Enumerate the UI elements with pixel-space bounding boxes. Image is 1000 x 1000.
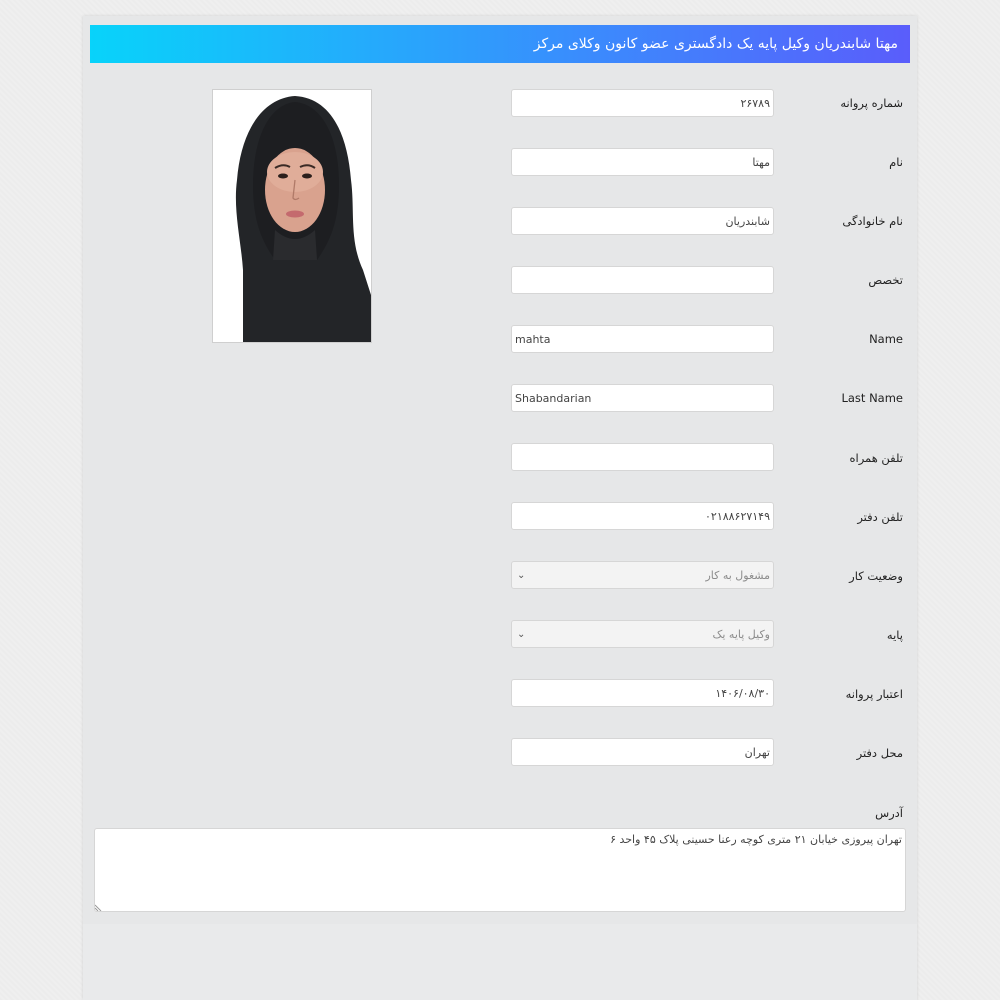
label-specialty: تخصص [868,273,903,287]
panel-footer-area [83,924,917,1000]
label-name-en: Name [869,332,903,346]
label-office-location: محل دفتر [856,746,903,760]
profile-photo-image [213,90,371,342]
label-address: آدرس [875,806,903,820]
mobile-input[interactable] [511,443,774,471]
profile-photo [212,89,372,343]
lawyer-profile-panel [83,16,917,1000]
label-work-status: وضعیت کار [849,569,903,583]
address-text: تهران پیروزی خیابان ۲۱ متری کوچه رعنا حسینی پلاک ۴۵ واحد ۶ [610,833,902,846]
office-location-input[interactable]: تهران [511,738,774,766]
license-number-input[interactable]: ۲۶۷۸۹ [511,89,774,117]
profile-title: مهتا شابندریان وکیل پایه یک دادگستری عضو کانون وکلای مرکز [533,36,898,52]
label-license-number: شماره پروانه [840,96,903,110]
name-en-input[interactable]: mahta [511,325,774,353]
chevron-down-icon: ⌄ [517,569,526,581]
label-last-name-fa: نام خانوادگی [842,214,903,228]
office-phone-input[interactable]: ۰۲۱۸۸۶۲۷۱۴۹ [511,502,774,530]
work-status-select[interactable] [511,561,774,589]
label-grade: پایه [886,628,903,642]
label-office-phone: تلفن دفتر [857,510,903,524]
last-name-fa-input[interactable]: شابندریان [511,207,774,235]
profile-header [90,25,910,63]
work-status-value: مشغول به کار [705,568,770,582]
grade-value: وکیل پایه یک [712,627,770,641]
address-textarea[interactable] [94,828,906,912]
grade-select[interactable] [511,620,774,648]
last-name-en-input[interactable]: Shabandarian [511,384,774,412]
first-name-fa-input[interactable]: مهتا [511,148,774,176]
label-last-name-en: Last Name [841,391,903,405]
chevron-down-icon: ⌄ [517,628,526,640]
label-mobile: تلفن همراه [849,451,903,465]
label-first-name-fa: نام [889,155,903,169]
specialty-input[interactable] [511,266,774,294]
license-validity-input[interactable]: ۱۴۰۶/۰۸/۳۰ [511,679,774,707]
resize-grip-icon[interactable] [95,903,103,911]
label-license-validity: اعتبار پروانه [845,687,903,701]
